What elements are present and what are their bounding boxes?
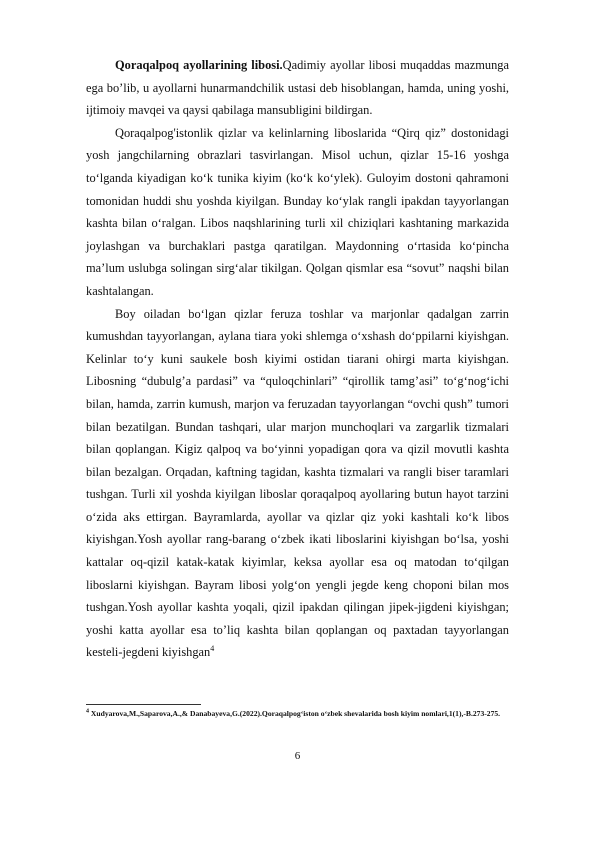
- paragraph-1-text: Qadimiy ayollar libosi muqaddas mazmunga ega bo’lib, u ayollarni hunarmandchilik ustasi deb hisoblangan, hamda, uning yoshi, ijtimoiy mavqei va qaysi qabilaga mansubligini bildirgan.: [86, 58, 510, 118]
- footnote-divider: [86, 704, 201, 705]
- footnote-reference[interactable]: 4: [210, 644, 215, 654]
- paragraph-3: [86, 303, 509, 665]
- paragraph-2-text: Qoraqalpog'istonlik qizlar va kelinlarning liboslarida “Qirq qiz” dostonidagi yosh jangchilarning obrazlari tasvirlangan. Misol uchun, qizlar 15-16 yoshga to‘lganda kiyadigan ko‘k tunika kiyim (ko‘k ko‘ylek). Guloyim dostoni qahramoni tomonidan huddi shu yoshda kiyilgan. Bunday ko‘ylak rangli ipakdan tayyorlangan kashta bilan o‘ralgan. Libos naqshlarining turli xil chiziqlari kashtaning markazida joylashgan va burchaklari pastga qaratilgan. Maydonning o‘rtasida ko‘pincha ma’lum uslubga solingan sirg‘alar tikilgan. Qolgan qismlar esa “sovut” naqshi bilan kashtalangan.: [86, 125, 509, 298]
- page-number: 6: [294, 750, 301, 762]
- footnote-text: Xudyarova,M.,Saparova,A.,& Danabayeva,G.(2022).Qoraqalpog‘iston o‘zbek shevalarida bosh kiyim nomlari,1(1),-B.273-275.: [90, 709, 501, 718]
- paragraph-1: [86, 54, 509, 122]
- paragraph-2: [86, 122, 509, 303]
- footnote: [86, 708, 509, 720]
- body-text: [86, 54, 509, 664]
- footnote-marker: 4: [86, 708, 89, 715]
- paragraph-3-text: Boy oiladan bo‘lgan qizlar feruza toshlar va marjonlar qadalgan zarrin kumushdan tayyorlangan, aylana tiara yoki shlemga o‘xshash do‘ppilarni kiyishgan. Kelinlar to‘y kuni saukele bosh kiyimi ostidan tiarani ohirgi marta kiyishgan. Libosning “dubulg’a pardasi” va “quloqchinlari” “qirollik tamg’asi” to‘g‘nog‘ichi bilan, hamda, zarrin kumush, marjon va feruzadan tayyorlangan “ovchi qush” tumori bilan bezatilgan. Bundan tashqari, ular marjon munchoqlari va zargarlik tizmalari bilan qoplangan. Kigiz qalpoq va bo‘yinni yopadigan qora va qizil movutli kashta bilan bezalgan. Orqadan, kaftning tagidan, kashta tizmalari va rangli biser taramlari tushgan. Turli xil yoshda kiyilgan liboslar qoraqalpoq ayollaring butun hayot tarzini o‘zida aks ettirgan. Bayramlarda, ayollar va qizlar qiz yoki kashtali ko‘k libos kiyishgan.Yosh ayollar rang-barang o‘zbek ikati liboslarini kiyishgan bo‘lsa, yoshi kattalar oq-qizil katak-katak kiyimlar, keksa ayollar esa oq matodan to‘qilgan liboslarni kiyishgan. Bayram libosi yolg‘on yengli jegde keng choponi bilan mos tushgan.Yosh ayollar kashta yoqali, qizil ipakdan qilingan jipek-jigdeni kiyishgan; yoshi katta ayollar esa to’liq kashta bilan qoplangan oq paxtadan tayyorlangan kesteli-jegdeni kiyishgan: [86, 306, 509, 660]
- section-heading: Qoraqalpoq ayollarining libosi.: [115, 58, 283, 72]
